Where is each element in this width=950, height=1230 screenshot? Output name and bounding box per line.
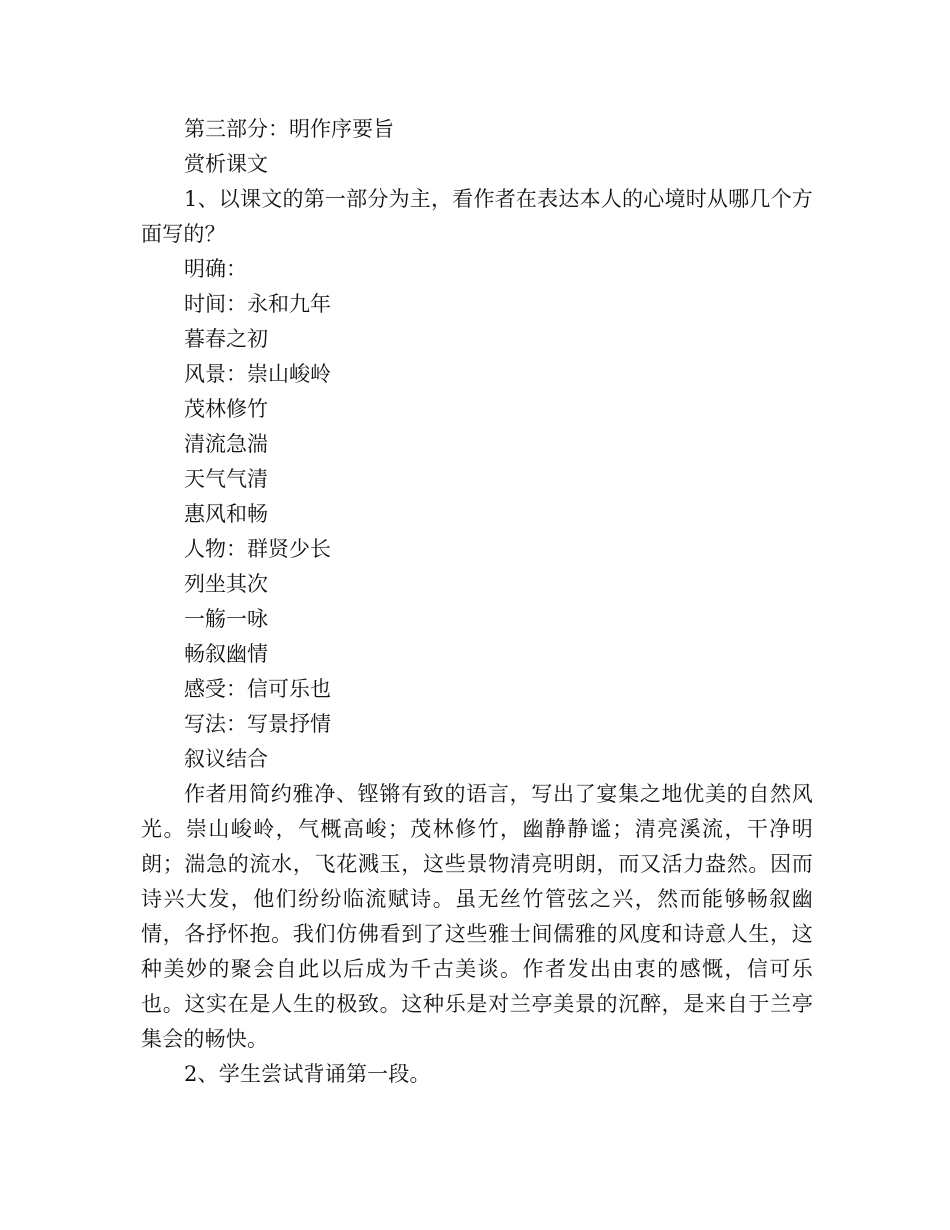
answer-line: 清流急湍 [184,432,268,456]
question-1: 1、以课文的第一部分为主，看作者在表达本人的心境时从哪几个方面写的？ [141,187,813,246]
answer-line: 惠风和畅 [184,502,268,526]
analysis-paragraph: 作者用简约雅净、铿锵有致的语言，写出了宴集之地优美的自然风光。崇山峻岭，气概高峻；茂林修竹，幽静静谧；清亮溪流，干净明朗；湍急的流水，飞花溅玉，这些景物清亮明朗，而又活力盎然。因而诗兴大发，他们纷纷临流赋诗。虽无丝竹管弦之兴，然而能够畅叙幽情，各抒怀抱。我们仿佛看到了这些雅士间儒雅的风度和诗意人生，这种美妙的聚会自此以后成为千古美谈。作者发出由衷的感慨，信可乐也。这实在是人生的极致。这种乐是对兰亭美景的沉醉，是来自于兰亭集会的畅快。 [141,782,813,1051]
answer-line: 人物：群贤少长 [184,537,331,561]
answer-line: 写法：写景抒情 [184,712,331,736]
question-2: 2、学生尝试背诵第一段。 [184,1062,431,1086]
answer-line: 茂林修竹 [184,397,268,421]
answer-line: 明确： [184,257,247,281]
answer-line: 列坐其次 [184,572,268,596]
document-body [141,112,813,1092]
answer-line: 暮春之初 [184,327,268,351]
answer-line: 叙议结合 [184,747,268,771]
subsection-heading: 赏析课文 [184,152,268,176]
answer-line: 一觞一咏 [184,607,268,631]
answer-line: 风景：崇山峻岭 [184,362,331,386]
section-heading: 第三部分：明作序要旨 [184,117,394,141]
answer-line: 畅叙幽情 [184,642,268,666]
answer-line: 时间：永和九年 [184,292,331,316]
answer-list [141,252,813,777]
answer-line: 感受：信可乐也 [184,677,331,701]
answer-line: 天气气清 [184,467,268,491]
